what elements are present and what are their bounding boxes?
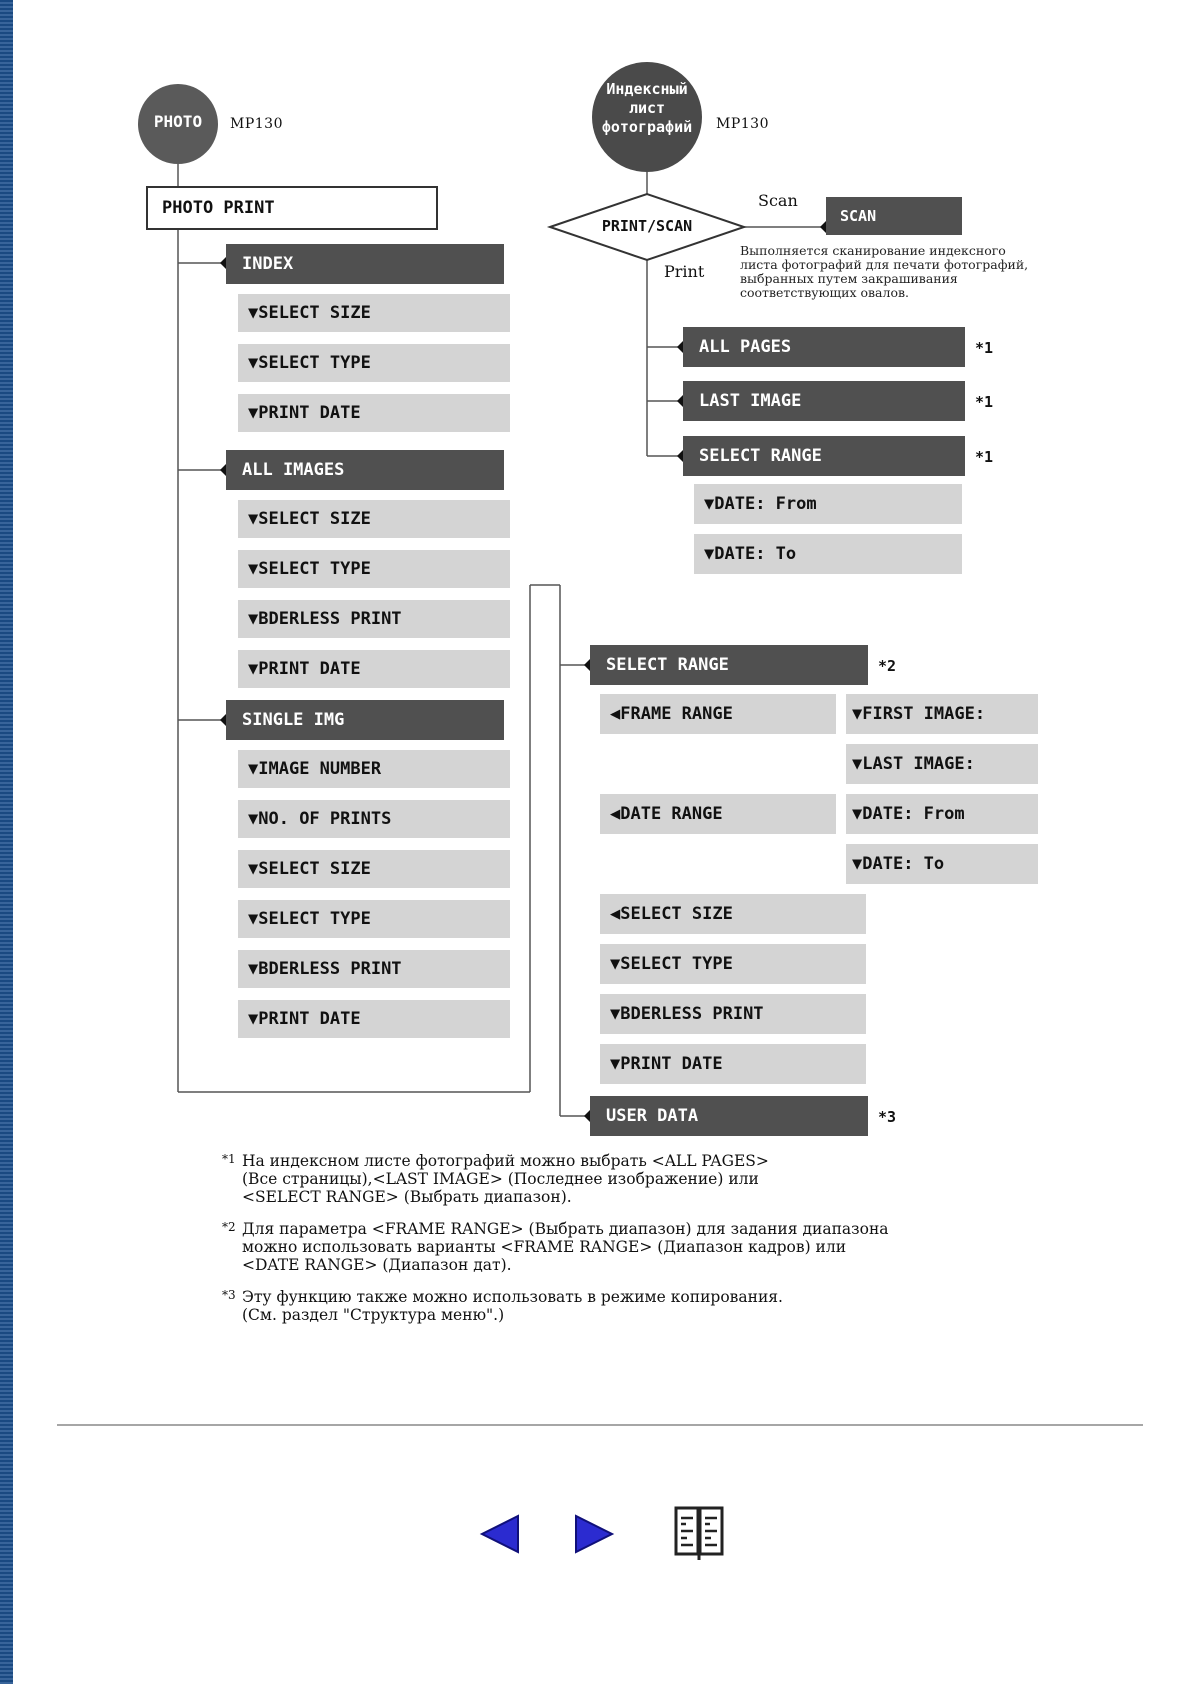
footnote-3: Эту функцию также можно использовать в режиме копирования. (См. раздел "Структура меню".) xyxy=(242,1288,783,1324)
all-images-select-type: ▼ SELECT TYPE xyxy=(238,550,510,588)
range-date-from-box: ▼ DATE: From xyxy=(846,794,1038,834)
all-images-print-date: ▼ PRINT DATE xyxy=(238,650,510,688)
all-pages-box: ALL PAGES xyxy=(683,327,965,367)
prev-triangle-icon[interactable] xyxy=(478,1512,522,1556)
all-images-box: ALL IMAGES xyxy=(226,450,504,490)
user-data-note: *3 xyxy=(878,1108,897,1126)
scan-description: Выполняется сканирование индексного листа фотографий для печати фотографий, выбранных путем закрашивания соответствующих овалов. xyxy=(740,243,1029,300)
date-range-box: ◀ DATE RANGE xyxy=(600,794,836,834)
first-image-box: ▼ FIRST IMAGE: xyxy=(846,694,1038,734)
index-sheet-root-label: Индексный лист фотографий xyxy=(601,80,693,136)
range-print-date: ▼ PRINT DATE xyxy=(600,1044,866,1084)
single-img-select-size: ▼ SELECT SIZE xyxy=(238,850,510,888)
open-book-icon[interactable] xyxy=(672,1504,726,1562)
single-img-no-of-prints: ▼ NO. OF PRINTS xyxy=(238,800,510,838)
footnote-1: На индексном листе фотографий можно выбрать <ALL PAGES> (Все страницы),<LAST IMAGE> (Последнее изображение) или <SELECT RANGE> (Выбрать диапазон). xyxy=(242,1152,769,1206)
single-img-print-date: ▼ PRINT DATE xyxy=(238,1000,510,1038)
footnote-2: Для параметра <FRAME RANGE> (Выбрать диапазон) для задания диапазона можно использовать варианты <FRAME RANGE> (Диапазон кадров) или <DATE RANGE> (Диапазон дат). xyxy=(242,1220,889,1274)
range-bderless-print: ▼ BDERLESS PRINT xyxy=(600,994,866,1034)
print-branch-label: Print xyxy=(664,262,705,281)
index-select-type: ▼ SELECT TYPE xyxy=(238,344,510,382)
photo-root-label: PHOTO xyxy=(153,112,203,131)
index-sheet-model-label: MP130 xyxy=(716,116,769,132)
range-select-size: ◀ SELECT SIZE xyxy=(600,894,866,934)
single-img-box: SINGLE IMG xyxy=(226,700,504,740)
single-img-select-type: ▼ SELECT TYPE xyxy=(238,900,510,938)
last-image-box: LAST IMAGE xyxy=(683,381,965,421)
footnote-2-mark: *2 xyxy=(222,1220,236,1234)
index-print-date: ▼ PRINT DATE xyxy=(238,394,510,432)
range-date-to-box: ▼ DATE: To xyxy=(846,844,1038,884)
select-range-box: SELECT RANGE xyxy=(590,645,868,685)
all-images-bderless-print: ▼ BDERLESS PRINT xyxy=(238,600,510,638)
photo-print-box: PHOTO PRINT xyxy=(146,186,438,230)
all-images-select-size: ▼ SELECT SIZE xyxy=(238,500,510,538)
all-pages-note: *1 xyxy=(975,339,994,357)
index-date-from: ▼ DATE: From xyxy=(694,484,962,524)
scan-branch-label: Scan xyxy=(758,191,798,210)
index-date-to: ▼ DATE: To xyxy=(694,534,962,574)
user-data-box: USER DATA xyxy=(590,1096,868,1136)
footnote-3-mark: *3 xyxy=(222,1288,236,1302)
photo-model-label: MP130 xyxy=(230,116,283,132)
footnote-1-mark: *1 xyxy=(222,1152,236,1166)
print-scan-decision-label: PRINT/SCAN xyxy=(601,217,693,235)
frame-range-box: ◀ FRAME RANGE xyxy=(600,694,836,734)
select-range-box-index: SELECT RANGE xyxy=(683,436,965,476)
range-select-type: ▼ SELECT TYPE xyxy=(600,944,866,984)
single-img-image-number: ▼ IMAGE NUMBER xyxy=(238,750,510,788)
scan-box: SCAN xyxy=(826,197,962,235)
single-img-bderless-print: ▼ BDERLESS PRINT xyxy=(238,950,510,988)
last-image-note: *1 xyxy=(975,393,994,411)
select-range-note-index: *1 xyxy=(975,448,994,466)
index-select-size: ▼ SELECT SIZE xyxy=(238,294,510,332)
last-image-range-box: ▼ LAST IMAGE: xyxy=(846,744,1038,784)
select-range-note: *2 xyxy=(878,657,897,675)
index-box: INDEX xyxy=(226,244,504,284)
next-triangle-icon[interactable] xyxy=(572,1512,616,1556)
